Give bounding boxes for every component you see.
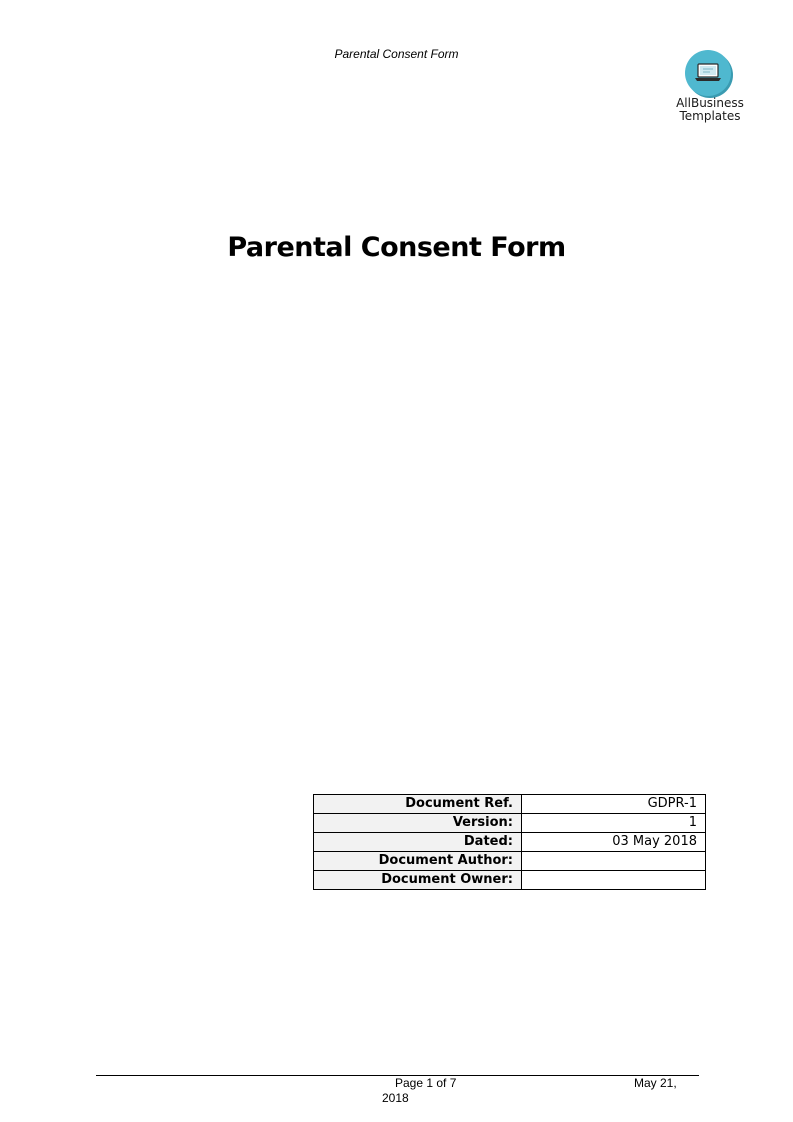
logo-text-line1: AllBusiness	[676, 96, 744, 110]
table-row	[314, 795, 706, 814]
dated-label: Dated:	[314, 833, 522, 852]
table-row	[314, 833, 706, 852]
owner-value	[522, 871, 706, 890]
document-title: Parental Consent Form	[227, 232, 566, 263]
footer-page-number: Page 1 of 7	[395, 1076, 457, 1090]
footer-date-line1: May 21,	[634, 1076, 677, 1090]
doc-ref-label: Document Ref.	[314, 795, 522, 814]
author-label: Document Author:	[314, 852, 522, 871]
table-row	[314, 871, 706, 890]
laptop-icon	[685, 50, 731, 96]
version-label: Version:	[314, 814, 522, 833]
owner-label: Document Owner:	[314, 871, 522, 890]
table-row	[314, 852, 706, 871]
author-value	[522, 852, 706, 871]
version-value: 1	[522, 814, 706, 833]
running-header: Parental Consent Form	[334, 47, 459, 61]
company-logo	[668, 48, 752, 128]
logo-text-line2: Templates	[679, 109, 741, 123]
dated-value: 03 May 2018	[522, 833, 706, 852]
document-info-table	[313, 794, 706, 890]
doc-ref-value: GDPR-1	[522, 795, 706, 814]
table-row	[314, 814, 706, 833]
footer-date-line2: 2018	[382, 1091, 409, 1105]
